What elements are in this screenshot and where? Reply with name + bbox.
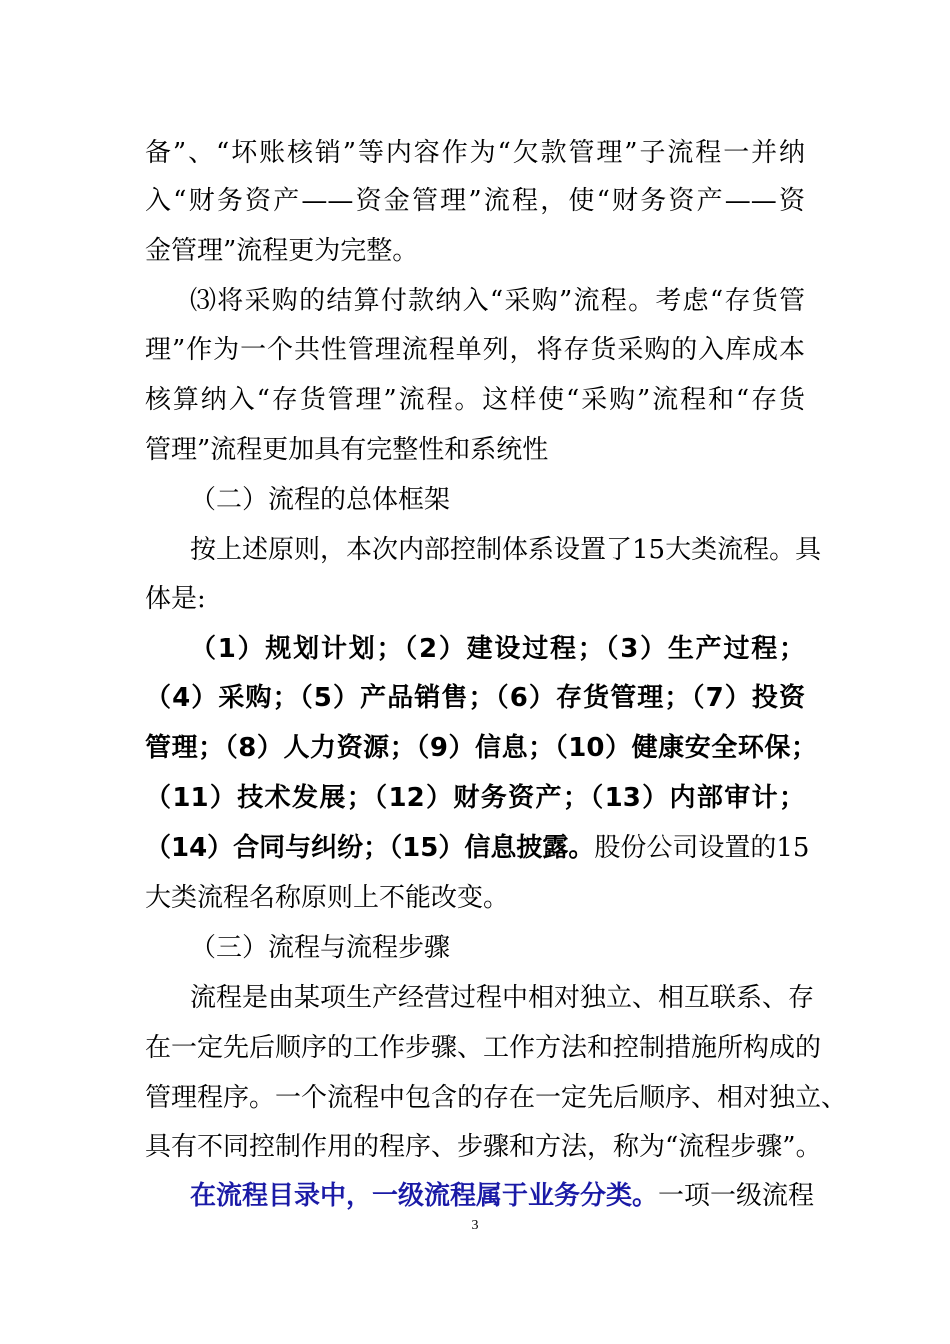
body-line-9: 体是:: [145, 584, 206, 614]
process-list-line-5: [145, 832, 810, 864]
body-line-11: 流程是由某项生产经营过程中相对独立、相互联系、存: [190, 983, 815, 1013]
process-list-normal-part: 股份公司设置的15: [594, 833, 810, 863]
page-number: 3: [471, 1218, 479, 1233]
body-line-3: 金管理”流程更为完整。: [145, 236, 419, 266]
body-line-5: 理”作为一个共性管理流程单列，将存货采购的入库成本: [145, 335, 805, 365]
body-line-10: 大类流程名称原则上不能改变。: [145, 883, 510, 913]
highlighted-text: 在流程目录中，一级流程属于业务分类。: [190, 1181, 659, 1211]
process-list-line-1: （1）规划计划；（2）建设过程；（3）生产过程；: [190, 634, 805, 664]
body-line-2: 入“财务资产——资金管理”流程，使“财务资产——资: [145, 186, 805, 216]
process-list-line-4: （11）技术发展；（12）财务资产；（13）内部审计；: [145, 783, 805, 813]
process-list-bold-part: （14）合同与纠纷；（15）信息披露。: [145, 833, 595, 863]
section-heading-2: （二）流程的总体框架: [190, 485, 451, 515]
body-line-12: 在一定先后顺序的工作步骤、工作方法和控制措施所构成的: [145, 1033, 822, 1063]
body-line-1: 备”、“坏账核销”等内容作为“欠款管理”子流程一并纳: [145, 138, 805, 168]
body-line-7: 管理”流程更加具有完整性和系统性: [145, 435, 549, 465]
process-list-line-3: 管理；（8）人力资源；（9）信息；（10）健康安全环保；: [145, 733, 817, 763]
body-line-14: 具有不同控制作用的程序、步骤和方法，称为“流程步骤”。: [145, 1132, 822, 1162]
body-line-15-normal: 一项一级流程: [658, 1181, 815, 1211]
body-line-4: ⑶将采购的结算付款纳入“采购”流程。考虑“存货管: [190, 286, 805, 316]
body-line-13: 管理程序。一个流程中包含的存在一定先后顺序、相对独立、: [145, 1083, 848, 1113]
body-line-6: 核算纳入“存货管理”流程。这样使“采购”流程和“存货: [145, 385, 805, 415]
section-heading-3: （三）流程与流程步骤: [190, 933, 451, 963]
body-line-8: 按上述原则，本次内部控制体系设置了15大类流程。具: [190, 535, 822, 565]
process-list-line-2: （4）采购；（5）产品销售；（6）存货管理；（7）投资: [145, 683, 805, 713]
body-line-15: [190, 1180, 850, 1212]
